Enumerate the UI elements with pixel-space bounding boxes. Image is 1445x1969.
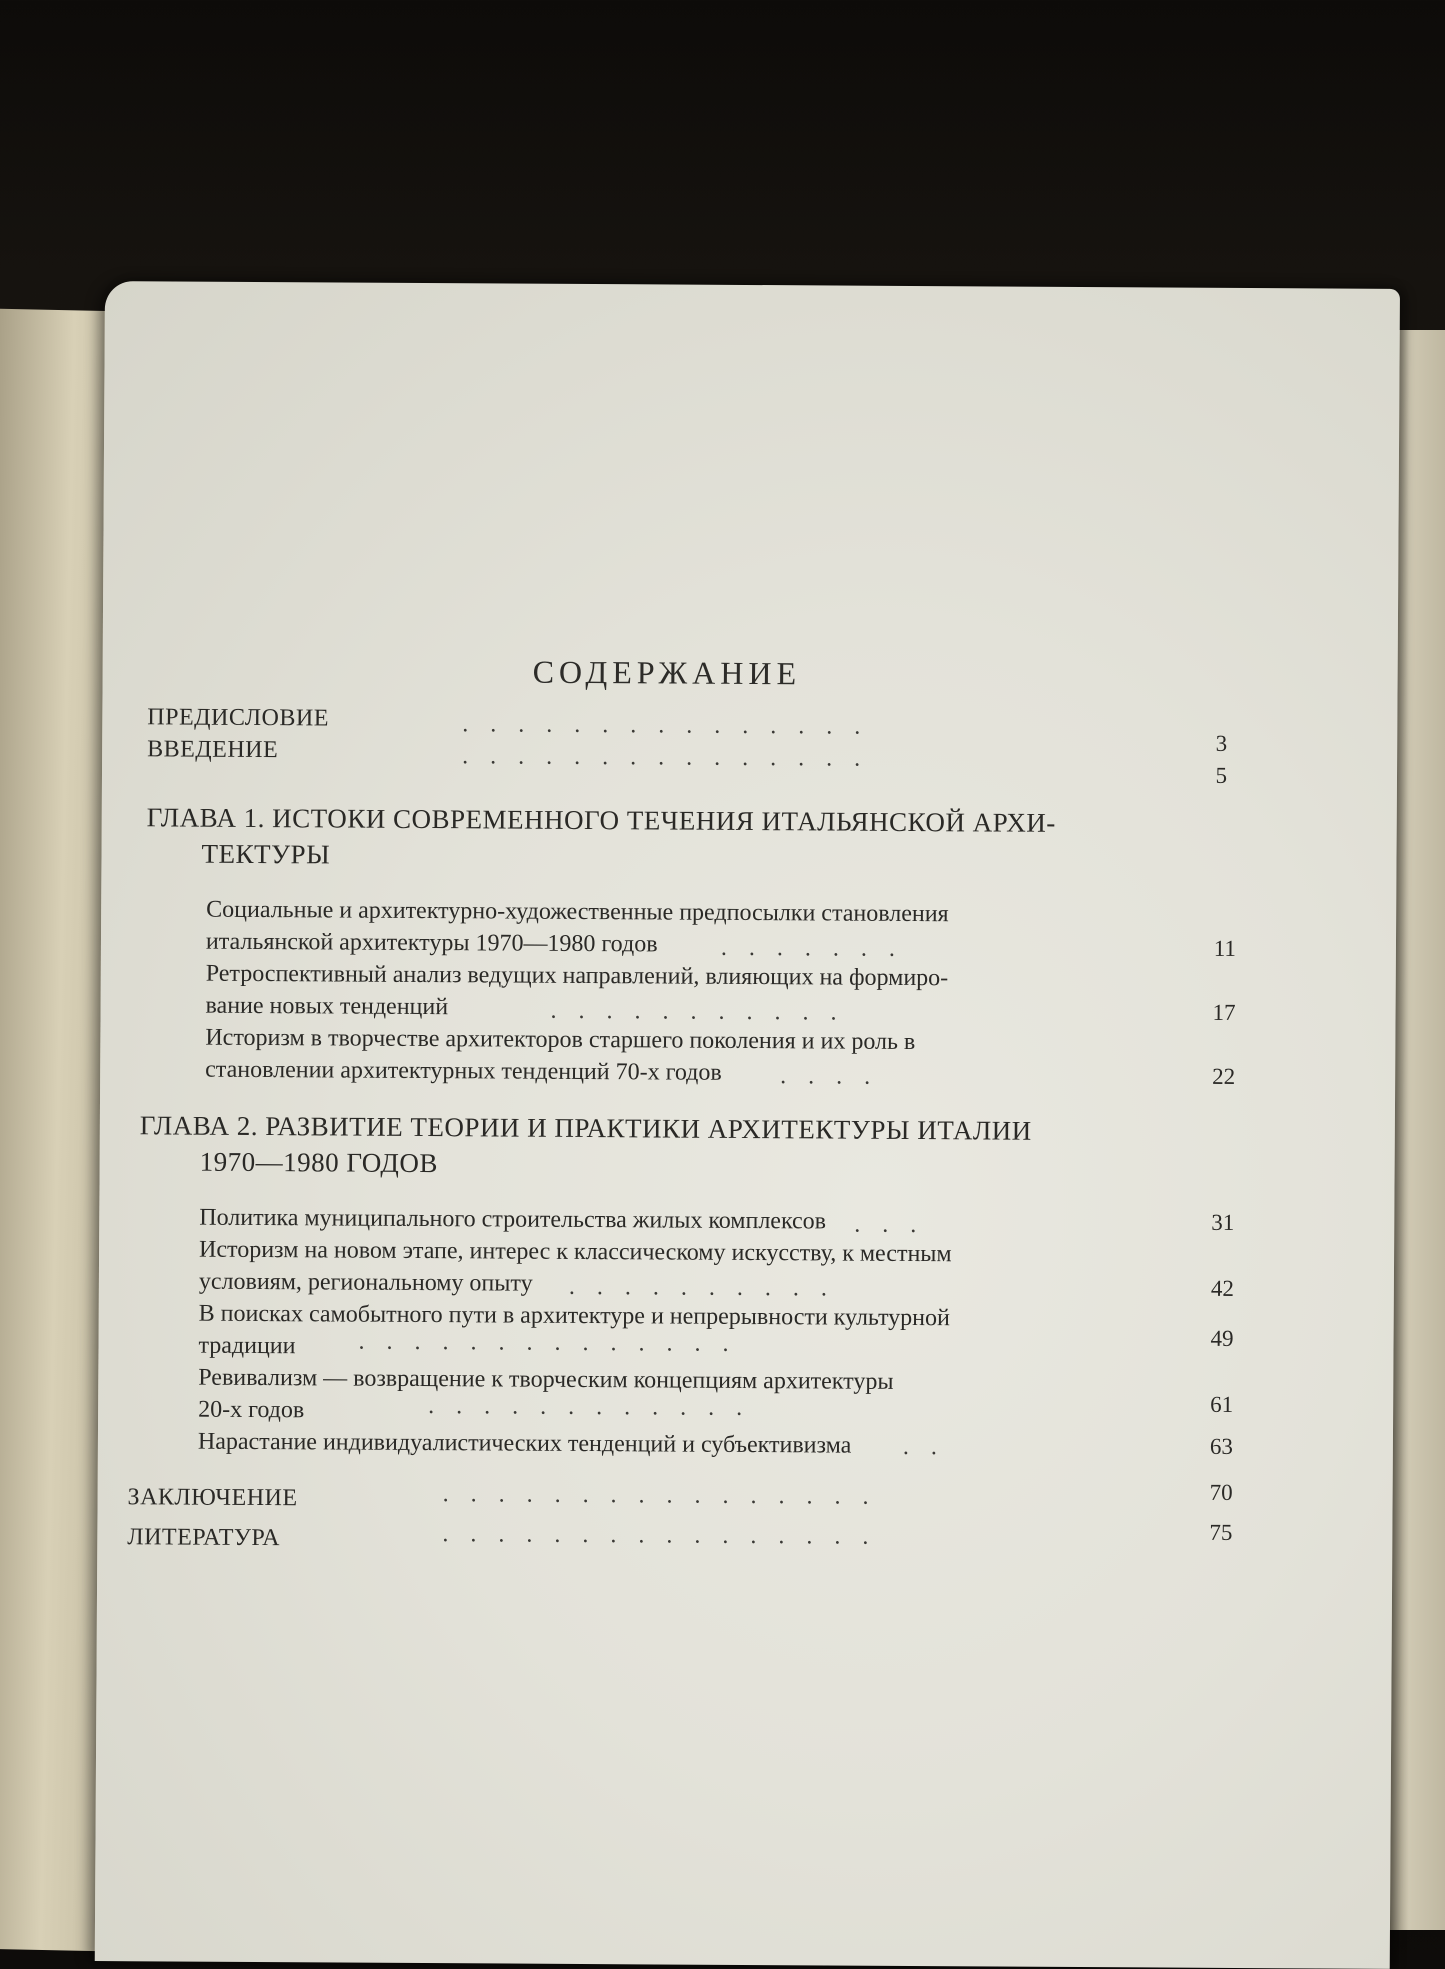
page-number: 17 [1212,999,1236,1025]
section-line [198,1362,893,1398]
section-text: становлении архитектурных тенденций 70-х годов [205,1056,722,1086]
leader-dots: .......... [568,1273,849,1302]
toc-entry-preface: ПРЕДИСЛОВИЕ [147,704,329,732]
section-text: 20-х годов [198,1396,305,1424]
table-of-contents [95,281,1400,1969]
page-number: 75 [1209,1519,1233,1545]
chapter-1-title: ГЛАВА 1. ИСТОКИ СОВРЕМЕННОГО ТЕЧЕНИЯ ИТАЛЬЯНСКОЙ АРХИ- [146,802,1056,838]
chapter-2-title-cont: 1970—1980 ГОДОВ [199,1146,438,1179]
page-number: 61 [1210,1391,1234,1417]
leader-dots: ............... [462,711,883,740]
section-line [206,958,949,995]
section-line [205,990,448,1023]
section-text: Историзм в творчестве архитекторов старшего поколения и их роль в [205,1024,916,1056]
toc-entry-literature: ЛИТЕРАТУРА [127,1524,281,1552]
leader-dots: ............ [428,1393,765,1422]
leader-dots: .. [902,1433,959,1461]
book-page [95,281,1400,1969]
page-number: 70 [1209,1479,1233,1505]
chapter-2-title: ГЛАВА 2. РАЗВИТИЕ ТЕОРИИ И ПРАКТИКИ АРХИТЕКТУРЫ ИТАЛИИ [139,1110,1032,1146]
leader-dots: ............... [462,743,883,772]
leader-dots: ................ [442,1481,891,1510]
page-number: 49 [1210,1325,1234,1351]
section-line [198,1330,295,1363]
section-line [205,1054,722,1089]
section-line [199,1298,950,1335]
leader-dots: ....... [720,934,918,963]
page-number: 5 [1215,762,1228,788]
section-text: Нарастание индивидуалистических тенденций и субъективизма [197,1428,852,1459]
chapter-1-title-cont: ТЕКТУРЫ [201,838,331,870]
section-text: Историзм на новом этапе, интерес к классическому искусству, к местным [199,1236,952,1268]
leader-dots: ........... [550,997,859,1026]
leader-dots: ................ [442,1521,891,1550]
section-text: условиям, региональному опыту [198,1268,533,1297]
leader-dots: .............. [358,1328,751,1358]
section-text: итальянской архитектуры 1970—1980 годов [205,928,658,958]
page-number: 3 [1215,730,1228,756]
page-number: 63 [1209,1433,1233,1459]
section-line [206,894,949,931]
section-text: традиции [198,1332,296,1360]
section-line [205,1022,915,1058]
section-line [199,1202,826,1238]
page-number: 11 [1213,935,1237,961]
page-number: 31 [1211,1209,1235,1235]
section-text: Ревивализм — возвращение к творческим концепциям архитектуры [198,1364,894,1395]
section-line [198,1426,852,1462]
section-line [199,1266,533,1300]
toc-heading: СОДЕРЖАНИЕ [532,653,802,692]
toc-entry-intro: ВВЕДЕНИЕ [147,736,279,764]
leader-dots: ... [854,1211,939,1239]
page-number: 42 [1210,1275,1234,1301]
page-number: 22 [1212,1063,1236,1089]
section-text: вание новых тенденций [205,992,449,1021]
toc-entry-conclusion: ЗАКЛЮЧЕНИЕ [127,1484,298,1512]
section-text: В поисках самобытного пути в архитектуре и непрерывности культурной [198,1300,950,1332]
leader-dots: .... [780,1063,893,1090]
section-text: Ретроспективный анализ ведущих направлений, влияющих на формиро- [205,960,949,992]
section-line [198,1394,304,1427]
section-line [206,926,658,961]
section-line [199,1234,952,1271]
section-text: Социальные и архитектурно-художественные предпосылки становления [206,896,949,928]
section-text: Политика муниципального строительства жилых комплексов [199,1204,827,1235]
